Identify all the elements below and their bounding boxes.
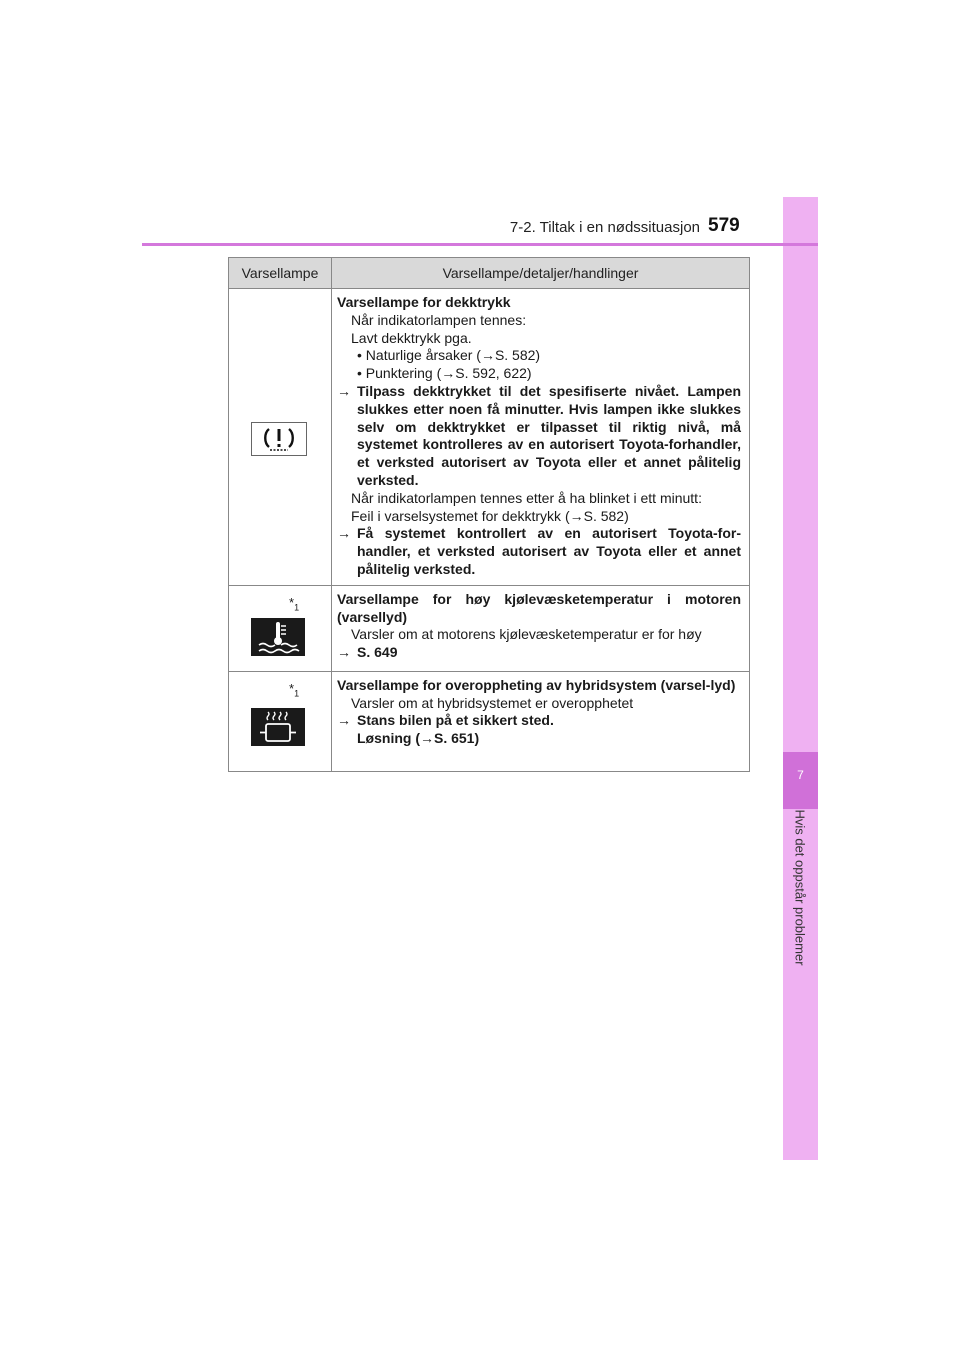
column-header-details: Varsellampe/detaljer/handlinger — [332, 258, 750, 289]
table-row — [229, 585, 750, 671]
lamp-cell — [229, 289, 332, 586]
lamp-title: Varsellampe for dekktrykk — [337, 294, 511, 310]
lamp-title: Varsellampe for høy kjølevæsketemperatur i motoren (varsellyd) — [337, 590, 741, 625]
tire-pressure-warning-icon — [251, 422, 307, 456]
arrow-icon: → — [337, 382, 351, 399]
chapter-title: Hvis det oppstår problemer — [792, 809, 808, 966]
page-number: 579 — [708, 215, 740, 236]
footnote-marker: $*_1$ — [289, 594, 300, 613]
bullet-item: • Punktering (→S. 592, 622) — [357, 365, 532, 382]
detail-line: Feil i varselsystemet for dekktrykk (→S. 582) — [351, 507, 629, 524]
action-text: Stans bilen på et sikkert sted. — [357, 712, 554, 729]
action-line — [337, 712, 741, 730]
arrow-icon: → — [337, 644, 351, 661]
lamp-cell — [229, 585, 332, 671]
details-cell — [332, 585, 750, 671]
action-text: S. 649 — [357, 644, 398, 661]
section-title: 7-2. Tiltak i en nødssituasjon — [509, 219, 700, 236]
details-cell — [332, 671, 750, 771]
lamp-title: Varsellampe for overoppheting av hybridsystem (varsel-lyd) — [337, 676, 736, 693]
arrow-icon: → — [337, 712, 351, 729]
footnote-marker: $*_1$ — [289, 680, 300, 699]
coolant-temperature-icon — [251, 618, 305, 656]
table-header-row — [229, 258, 750, 289]
detail-line: Varsler om at motorens kjølevæsketemperatur er for høy — [351, 626, 702, 643]
warning-lamp-table — [228, 257, 750, 772]
column-header-lamp: Varsellampe — [229, 258, 332, 289]
action-line — [337, 525, 741, 578]
hybrid-system-overheat-icon — [251, 708, 305, 746]
action-line — [337, 383, 741, 490]
arrow-icon: → — [337, 525, 351, 542]
header-divider — [142, 243, 818, 246]
lamp-cell — [229, 671, 332, 771]
detail-line: Varsler om at hybridsystemet er overopphetet — [351, 694, 634, 711]
detail-line: Lavt dekktrykk pga. — [351, 329, 472, 346]
action-text: Få systemet kontrollert av en autorisert Toyota-for-handler, et verksted autorisert av Toyota eller et annet pålitelig verksted. — [357, 525, 741, 577]
action-line — [337, 644, 741, 662]
chapter-number: 7 — [797, 768, 804, 782]
details-cell — [332, 289, 750, 586]
action-text: Tilpass dekktrykket til det spesifiserte nivået. Lampen slukkes etter noen få minutter. Hvis lampen ikke slukkes selv om dekktrykket er tilpasset til riktig nivå, må systemet kontrolleres av en autorisert Toyota-forhandler, et verksted autorisert av Toyota eller et annet pålitelig verksted. — [357, 382, 741, 488]
bullet-item: • Naturlige årsaker (→S. 582) — [357, 347, 541, 364]
action-subline: Løsning (→S. 651) — [357, 730, 480, 747]
detail-line: Når indikatorlampen tennes etter å ha blinket i ett minutt: — [351, 489, 702, 506]
table-row — [229, 289, 750, 586]
detail-line: Når indikatorlampen tennes: — [351, 311, 527, 328]
chapter-sidebar — [783, 197, 818, 1160]
table-row — [229, 671, 750, 771]
